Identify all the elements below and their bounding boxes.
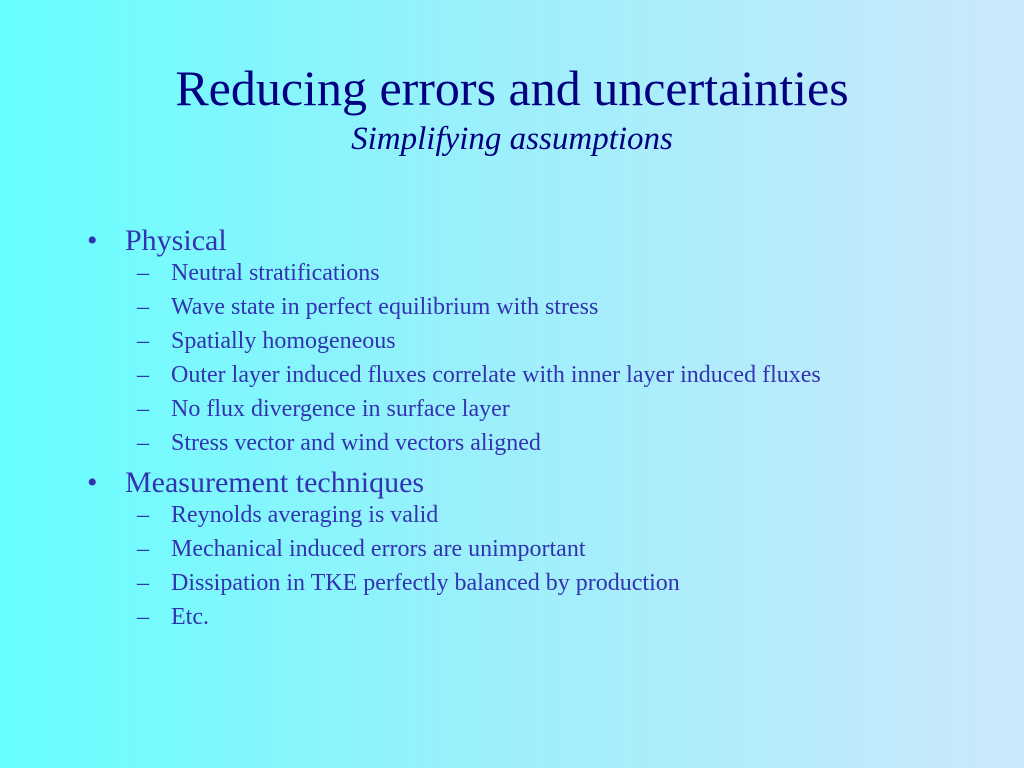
list-item: [82, 570, 871, 597]
list-item-text: Stress vector and wind vectors aligned: [171, 430, 541, 456]
list-item: [82, 604, 871, 631]
dash-marker: –: [137, 396, 149, 422]
dash-marker: –: [137, 502, 149, 528]
list-item-text: Dissipation in TKE perfectly balanced by production: [171, 570, 680, 596]
bullet-physical: [82, 222, 962, 260]
list-item-text: Spatially homogeneous: [171, 328, 396, 354]
dash-marker: –: [137, 362, 149, 388]
dash-marker: –: [137, 260, 149, 286]
bullet-label: Measurement techniques: [125, 466, 425, 499]
bullet-content: [82, 222, 962, 638]
list-item-text: Etc.: [171, 604, 209, 630]
list-item: [82, 260, 871, 287]
bullet-label: Physical: [125, 224, 227, 257]
list-item-text: Wave state in perfect equilibrium with stress: [171, 294, 599, 320]
section-measurement: [82, 464, 962, 631]
bullet-measurement-techniques: [82, 464, 962, 502]
section-physical: [82, 222, 962, 457]
dash-marker: –: [137, 536, 149, 562]
sublist-physical: [82, 260, 962, 457]
list-item-text: Neutral stratifications: [171, 260, 380, 286]
dash-marker: –: [137, 328, 149, 354]
list-item: [82, 396, 871, 423]
slide-title: Reducing errors and uncertainties: [175, 60, 849, 116]
list-item-text: Mechanical induced errors are unimportant: [171, 536, 586, 562]
list-item-text: Reynolds averaging is valid: [171, 502, 439, 528]
list-item: [82, 362, 871, 389]
list-item: [82, 536, 871, 563]
list-item: [82, 328, 871, 355]
bullet-marker: •: [87, 466, 98, 499]
dash-marker: –: [137, 294, 149, 320]
list-item: [82, 502, 871, 529]
sublist-measurement: [82, 502, 962, 631]
dash-marker: –: [137, 604, 149, 630]
dash-marker: –: [137, 570, 149, 596]
list-item-text: Outer layer induced fluxes correlate with inner layer induced fluxes: [171, 362, 821, 388]
title-block: [0, 57, 1024, 159]
list-item: [82, 294, 871, 321]
list-item-text: No flux divergence in surface layer: [171, 396, 510, 422]
slide-subtitle: Simplifying assumptions: [351, 121, 673, 157]
list-item: [82, 430, 871, 457]
dash-marker: –: [137, 430, 149, 456]
bullet-marker: •: [87, 224, 98, 257]
